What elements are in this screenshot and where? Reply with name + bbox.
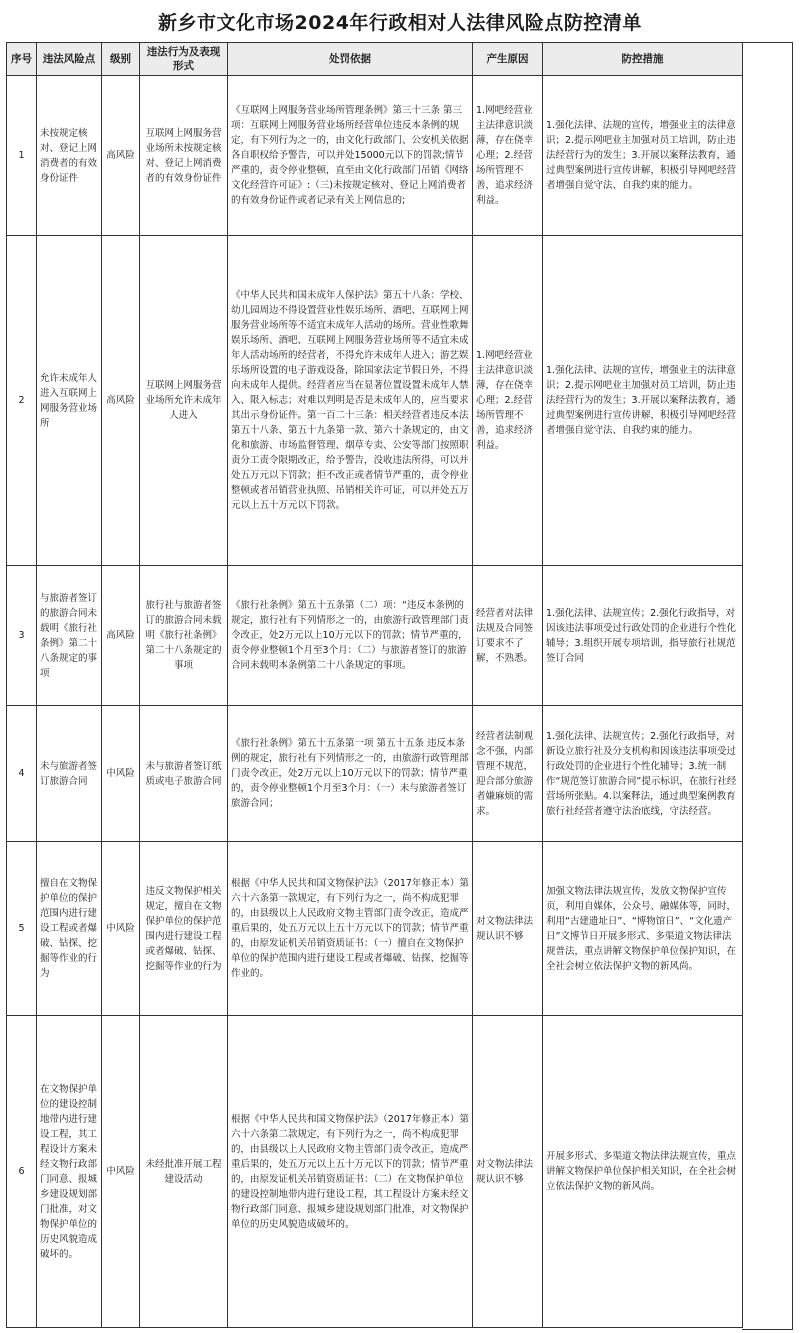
row-number: 3: [7, 566, 37, 706]
control-measures: 1.强化法律、法规宣传；2.强化行政指导，对新设立旅行社及分支机构和因该违法事项受过行政处罚的企业进行个性化辅导；3.统一制作“规范签订旅游合同”提示标识，在旅行社经营场所张贴。4.以案释法，通过典型案例教育旅行社经营者遵守法治底线，守法经营。: [543, 706, 743, 842]
risk-level: 中风险: [102, 842, 140, 1016]
penalty-basis: 《中华人民共和国未成年人保护法》第五十八条：学校、幼儿园周边不得设置营业性娱乐场所、酒吧、互联网上网服务营业场所等不适宜未成年人活动的场所。营业性歌舞娱乐场所、酒吧、互联网上网服务营业场所等不适宜未成年人活动场所的经营者，不得允许未成年人进入；游艺娱乐场所设置的电子游戏设备，除国家法定节假日外，不得向未成年人提供。经营者应当在显著位置设置未成年人禁入、限入标志；对难以判明是否是未成年人的，应当要求其出示身份证件。第一百二十三条：相关经营者违反本法第五十八条、第五十九条第一款、第六十条规定的，由文化和旅游、市场监督管理、烟草专卖、公安等部门按照职责分工责令限期改正，给予警告，没收违法所得，可以并处五万元以下罚款；拒不改正或者情节严重的，责令停业整顿或者吊销营业执照、吊销相关许可证，可以并处五万元以上五十万元以下罚款。: [228, 236, 473, 566]
violation-behavior: 旅行社与旅游者签订的旅游合同未载明《旅行社条例》第二十八条规定的事项: [140, 566, 228, 706]
risk-level: 高风险: [102, 76, 140, 236]
row-number: 5: [7, 842, 37, 1016]
violation-behavior: 互联网上网服务营业场所允许未成年人进入: [140, 236, 228, 566]
risk-point: 在文物保护单位的建设控制地带内进行建设工程，其工程设计方案未经文物行政部门同意、报城乡建设规划部门批准，对文物保护单位的历史风貌造成破坏的。: [37, 1016, 102, 1328]
risk-control-table: [6, 42, 743, 1328]
table-row: [7, 236, 743, 566]
table-row: [7, 706, 743, 842]
header-behavior: 违法行为及表现形式: [140, 43, 228, 76]
risk-level: 中风险: [102, 706, 140, 842]
table-row: [7, 842, 743, 1016]
header-level: 级别: [102, 43, 140, 76]
control-measures: 开展多形式、多渠道文物法律法规宣传，重点讲解文物保护单位保护相关知识，在全社会树立依法保护文物的新风尚。: [543, 1016, 743, 1328]
risk-level: 高风险: [102, 566, 140, 706]
header-no: 序号: [7, 43, 37, 76]
cause: 对文物法律法规认识不够: [473, 842, 543, 1016]
table-row: [7, 1016, 743, 1328]
table-row: [7, 566, 743, 706]
cause: 对文物法律法规认识不够: [473, 1016, 543, 1328]
page-title: 新乡市文化市场2024年行政相对人法律风险点防控清单: [158, 12, 642, 34]
penalty-basis: 《旅行社条例》第五十五条第（二）项：“违反本条例的规定，旅行社有下列情形之一的，由旅游行政管理部门责令改正，处2万元以上10万元以下的罚款；情节严重的，责令停业整顿1个月至3个月：（二）与旅游者签订的旅游合同未载明本条例第二十八条规定的事项。: [228, 566, 473, 706]
risk-point: 允许未成年人进入互联网上网服务营业场所: [37, 236, 102, 566]
risk-level: 高风险: [102, 236, 140, 566]
penalty-basis: 根据《中华人民共和国文物保护法》（2017年修正本）第六十六条第二款规定，有下列行为之一，尚不构成犯罪的，由县级以上人民政府文物主管部门责令改正，造成严重后果的，处五万元以上五十万元以下的罚款；情节严重的，由原发证机关吊销资质证书：（二）在文物保护单位的建设控制地带内进行建设工程，其工程设计方案未经文物行政部门同意、报城乡建设规划部门批准，对文物保护单位的历史风貌造成破坏的。: [228, 1016, 473, 1328]
cause: 经营者法制观念不强，内部管理不规范，迎合部分旅游者嫌麻烦的需求。: [473, 706, 543, 842]
control-measures: 1.强化法律、法规的宣传，增强业主的法律意识；2.提示网吧业主加强对员工培训，防止违法经营行为的发生；3.开展以案释法教育，通过典型案例进行宣传讲解，积极引导网吧经营者增强自觉守法、自我约束的能力。: [543, 236, 743, 566]
header-cause: 产生原因: [473, 43, 543, 76]
violation-behavior: 未经批准开展工程建设活动: [140, 1016, 228, 1328]
risk-point: 与旅游者签订的旅游合同未载明《旅行社条例》第二十八条规定的事项: [37, 566, 102, 706]
violation-behavior: 未与旅游者签订纸质或电子旅游合同: [140, 706, 228, 842]
control-measures: 加强文物法律法规宣传，发放文物保护宣传页，利用自媒体，公众号、融媒体等，同时，利用“古建遗址日”、“博物馆日”、“文化遗产日”文博节日开展多形式、多渠道文物法律法规普法，重点讲解文物保护单位保护知识，在全社会树立依法保护文物的新风尚。: [543, 842, 743, 1016]
table-row: [7, 76, 743, 236]
violation-behavior: 违反文物保护相关规定，擅自在文物保护单位的保护范围内进行建设工程或者爆破、钻探、挖掘等作业的行为: [140, 842, 228, 1016]
row-number: 1: [7, 76, 37, 236]
control-measures: 1.强化法律、法规宣传；2.强化行政指导，对因该违法事项受过行政处罚的企业进行个性化辅导；3.组织开展专项培训，指导旅行社规范签订合同: [543, 566, 743, 706]
header-measures: 防控措施: [543, 43, 743, 76]
cause: 经营者对法律法规及合同签订要求不了解，不熟悉。: [473, 566, 543, 706]
risk-point: 未按规定核对、登记上网消费者的有效身份证件: [37, 76, 102, 236]
risk-point: 擅自在文物保护单位的保护范围内进行建设工程或者爆破、钻探、挖掘等作业的行为: [37, 842, 102, 1016]
table-edge-strip: [742, 42, 793, 1330]
header-risk: 违法风险点: [37, 43, 102, 76]
table-header-row: [7, 43, 743, 76]
cause: 1.网吧经营业主法律意识淡薄，存在侥幸心理；2.经营场所管理不善，追求经济利益。: [473, 76, 543, 236]
row-number: 2: [7, 236, 37, 566]
risk-point: 未与旅游者签订旅游合同: [37, 706, 102, 842]
penalty-basis: 《旅行社条例》第五十五条第一项 第五十五条 违反本条例的规定，旅行社有下列情形之一的，由旅游行政管理部门责令改正，处2万元以上10万元以下的罚款；情节严重的，责令停业整顿1个月至3个月：（一）未与旅游者签订旅游合同；: [228, 706, 473, 842]
row-number: 6: [7, 1016, 37, 1328]
risk-level: 中风险: [102, 1016, 140, 1328]
cause: 1.网吧经营业主法律意识淡薄，存在侥幸心理；2.经营场所管理不善，追求经济利益。: [473, 236, 543, 566]
control-measures: 1.强化法律、法规的宣传，增强业主的法律意识；2.提示网吧业主加强对员工培训，防止违法经营行为的发生；3.开展以案释法教育，通过典型案例进行宣传讲解，积极引导网吧经营者增强自觉守法、自我约束的能力。: [543, 76, 743, 236]
penalty-basis: 根据《中华人民共和国文物保护法》（2017年修正本）第六十六条第一款规定，有下列行为之一，尚不构成犯罪的，由县级以上人民政府文物主管部门责令改正，造成严重后果的，处五万元以上五十万元以下的罚款；情节严重的，由原发证机关吊销资质证书：（一）擅自在文物保护单位的保护范围内进行建设工程或者爆破、钻探、挖掘等作业的。: [228, 842, 473, 1016]
violation-behavior: 互联网上网服务营业场所未按规定核对、登记上网消费者的有效身份证件: [140, 76, 228, 236]
penalty-basis: 《互联网上网服务营业场所管理条例》第三十三条 第三项：互联网上网服务营业场所经营单位违反本条例的规定，有下列行为之一的，由文化行政部门、公安机关依据各自职权给予警告，可以并处15000元以下的罚款;情节严重的，责令停业整顿，直至由文化行政部门吊销《网络文化经营许可证》:（三)未按规定核对、登记上网消费者的有效身份证件或者记录有关上网信息的;: [228, 76, 473, 236]
row-number: 4: [7, 706, 37, 842]
header-basis: 处罚依据: [228, 43, 473, 76]
